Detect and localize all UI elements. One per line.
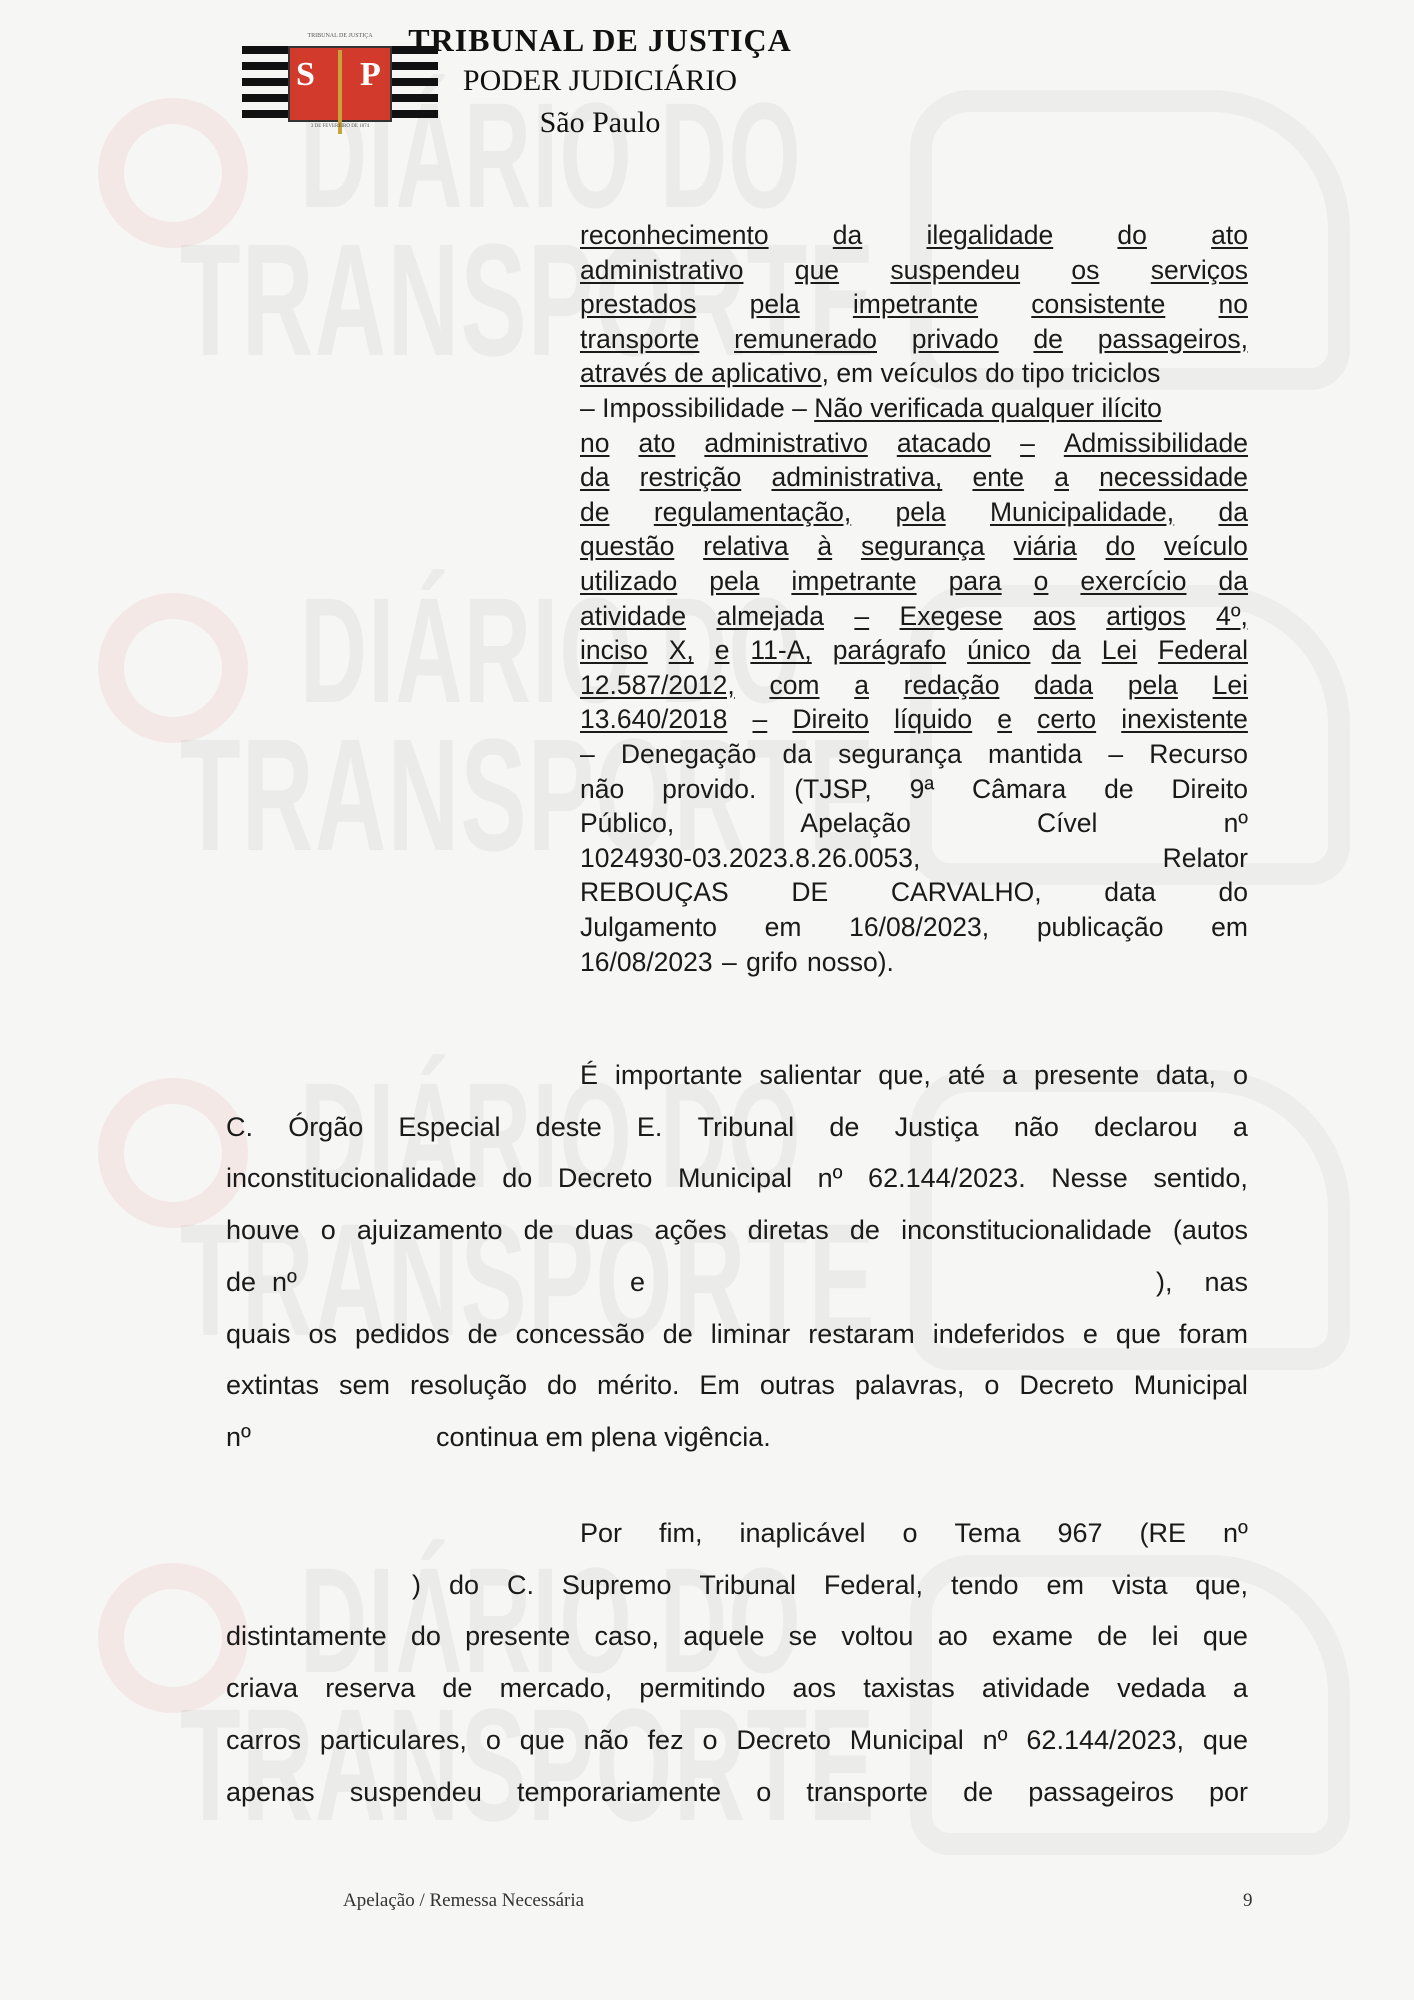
word: lei — [1151, 1621, 1179, 1652]
word: pedidos — [355, 1318, 450, 1349]
text-line — [226, 1777, 1248, 1813]
word: nº — [817, 1163, 843, 1194]
text-line — [580, 1060, 1248, 1096]
word: com — [769, 669, 820, 700]
word: – — [854, 600, 870, 631]
word: que, — [878, 1060, 931, 1090]
court-name: TRIBUNAL DE JUSTIÇA — [408, 22, 792, 58]
court-branch: PODER JUDICIÁRIO — [462, 64, 738, 97]
word: por — [1208, 1776, 1248, 1807]
word: extintas — [226, 1370, 320, 1401]
word: reserva — [325, 1673, 416, 1704]
word: segurança — [838, 739, 962, 769]
word: do — [1218, 877, 1248, 908]
word: inconstitucionalidade — [901, 1215, 1152, 1246]
word: 62.144/2023. — [868, 1163, 1026, 1194]
word: impetrante — [791, 566, 917, 596]
word: de — [442, 1673, 473, 1704]
word: 9ª — [909, 773, 935, 804]
word: da — [832, 220, 863, 250]
word: Justiça — [894, 1111, 979, 1142]
word: o — [485, 1724, 501, 1755]
word: 4º, — [1216, 600, 1248, 631]
quote-line — [580, 391, 1248, 425]
word: ) — [412, 1569, 421, 1600]
word: Municipal — [849, 1724, 964, 1755]
word: Municipal — [1133, 1370, 1248, 1401]
word: (autos — [1172, 1215, 1248, 1246]
word: quais — [226, 1318, 291, 1349]
word: foram — [1178, 1318, 1248, 1349]
word: a — [1002, 1060, 1018, 1090]
word: REBOUÇAS — [580, 877, 729, 908]
word: Direito — [1171, 773, 1248, 804]
word: único — [967, 635, 1031, 666]
word: o — [1033, 566, 1049, 596]
seal-motto-top: TRIBUNAL DE JUSTIÇA — [307, 33, 373, 39]
word: que — [1115, 1318, 1161, 1349]
word: do — [1117, 220, 1147, 250]
word: impetrante — [852, 289, 979, 320]
word: em — [1046, 1569, 1084, 1600]
quote-line — [580, 356, 1248, 390]
word: E. — [636, 1111, 663, 1142]
text-line — [226, 1112, 1248, 1148]
word: inaplicável — [739, 1518, 866, 1548]
word: redação — [903, 669, 1000, 700]
word: Por — [580, 1518, 623, 1548]
quote-line — [580, 633, 1248, 667]
quote-fragment: através de aplicativo — [580, 358, 822, 389]
word: que — [1202, 1724, 1248, 1755]
word: X, — [668, 635, 694, 666]
word: a — [854, 669, 869, 700]
word: distintamente — [226, 1621, 387, 1652]
word: de — [829, 1111, 860, 1142]
word: Decreto — [736, 1724, 831, 1755]
word: o — [1232, 1060, 1248, 1090]
word: reconhecimento — [580, 220, 769, 250]
word: temporariamente — [516, 1776, 722, 1807]
text-fragment: e — [630, 1266, 646, 1297]
word: serviços — [1150, 254, 1248, 285]
word: particulares, — [319, 1724, 467, 1755]
word: os — [1071, 254, 1100, 285]
text-line — [412, 1570, 1248, 1606]
word: até — [947, 1060, 986, 1090]
word: criava — [226, 1673, 299, 1704]
word: mantida — [988, 739, 1083, 769]
word: Nesse — [1051, 1163, 1128, 1194]
quote-fragment: Não verificada qualquer ilícito — [814, 393, 1162, 423]
word: que — [794, 254, 840, 285]
word: de — [580, 496, 610, 527]
quote-fragment: , em veículos do tipo triciclos — [821, 358, 1161, 389]
word: regulamentação, — [653, 496, 852, 527]
word: Recurso — [1149, 739, 1248, 769]
word: Denegação — [620, 739, 757, 769]
word: da — [782, 739, 813, 769]
word: salientar — [759, 1060, 862, 1090]
word: Municipal — [677, 1163, 793, 1194]
word: aos — [1033, 600, 1076, 631]
word: taxistas — [863, 1673, 955, 1704]
word: 16/08/2023, — [849, 912, 990, 942]
word: não — [1013, 1111, 1059, 1142]
quote-line — [580, 875, 1248, 909]
word: Julgamento — [580, 912, 718, 942]
word: transporte — [806, 1776, 928, 1807]
word: do — [502, 1163, 533, 1194]
word: o — [756, 1776, 772, 1807]
quote-line — [580, 599, 1248, 633]
word: mercado, — [499, 1673, 613, 1704]
word: nº — [1223, 808, 1248, 839]
quote-line — [580, 806, 1248, 840]
word: inciso — [580, 635, 648, 666]
word: suspendeu — [349, 1776, 482, 1807]
word: privado — [911, 323, 999, 354]
quote-line — [580, 702, 1248, 736]
word: CARVALHO, — [890, 877, 1042, 908]
word: DE — [791, 877, 829, 908]
text-fragment: de — [226, 1266, 257, 1297]
word: de — [849, 1215, 880, 1246]
word: a — [1232, 1673, 1248, 1704]
quote-line — [580, 772, 1248, 806]
word: – — [580, 739, 595, 769]
word: no — [580, 427, 610, 458]
word: almejada — [716, 600, 825, 631]
word: indeferidos — [932, 1318, 1065, 1349]
word: de — [662, 1318, 693, 1349]
word: de — [1104, 773, 1134, 804]
word: resolução — [409, 1370, 528, 1401]
word: concessão — [515, 1318, 645, 1349]
word: aquele — [683, 1621, 765, 1652]
word: certo — [1037, 704, 1097, 735]
word: Câmara — [971, 773, 1067, 804]
word: relativa — [703, 531, 789, 562]
word: C. — [506, 1569, 534, 1600]
quote-line — [580, 737, 1248, 771]
word: o — [320, 1215, 336, 1246]
word: pela — [709, 566, 760, 596]
text-line — [226, 1621, 1248, 1657]
text-fragment: continua em plena vigência. — [436, 1421, 771, 1452]
word: de — [467, 1318, 498, 1349]
quote-line — [580, 322, 1248, 356]
word: em — [1211, 912, 1248, 942]
word: sentido, — [1153, 1163, 1248, 1194]
word: e — [714, 635, 730, 666]
quote-line — [580, 426, 1248, 460]
word: da — [1051, 635, 1081, 666]
word: 1024930-03.2023.8.26.0053, — [580, 842, 921, 873]
word: houve — [226, 1215, 300, 1246]
word: ato — [1211, 220, 1248, 250]
word: 13.640/2018 — [580, 704, 728, 735]
word: 967 — [1057, 1518, 1103, 1548]
word: Supremo — [561, 1569, 672, 1600]
word: C. — [226, 1111, 253, 1142]
word: Órgão — [288, 1111, 364, 1142]
word: Exegese — [899, 600, 1003, 631]
word: questão — [580, 531, 675, 562]
word: liminar — [710, 1318, 791, 1349]
word: segurança — [860, 531, 985, 562]
word: remunerado — [734, 323, 877, 354]
word: que, — [1195, 1569, 1248, 1600]
word: artigos — [1106, 600, 1186, 631]
quote-line — [580, 253, 1248, 287]
word: parágrafo — [832, 635, 947, 666]
quote-line — [580, 841, 1248, 875]
word: veículo — [1163, 531, 1248, 562]
word: transporte — [580, 323, 700, 354]
word: caso, — [594, 1621, 660, 1652]
word: administrativo — [704, 427, 868, 458]
word: suspendeu — [890, 254, 1021, 285]
word: da — [1218, 496, 1248, 527]
word: a — [1054, 462, 1069, 493]
word: se — [788, 1621, 818, 1652]
word: necessidade — [1099, 462, 1248, 493]
word: Municipalidade, — [989, 496, 1175, 527]
word: utilizado — [580, 566, 678, 596]
word: ao — [937, 1621, 968, 1652]
footer-label: Apelação / Remessa Necessária — [343, 1890, 585, 1911]
word: passageiros, — [1097, 323, 1248, 354]
text-fragment: nas — [1204, 1266, 1248, 1297]
quote-line — [580, 564, 1248, 598]
word: declarou — [1094, 1111, 1198, 1142]
word: apenas — [226, 1776, 315, 1807]
word: líquido — [894, 704, 973, 735]
word: sem — [339, 1370, 391, 1401]
word: publicação — [1036, 912, 1164, 942]
word: o — [984, 1370, 1000, 1401]
word: exercício — [1080, 566, 1187, 596]
quote-line — [580, 460, 1248, 494]
word: do — [410, 1621, 441, 1652]
word: do — [1105, 531, 1136, 562]
word: diretas — [747, 1215, 829, 1246]
word: em — [764, 912, 802, 942]
word: prestados — [580, 289, 697, 320]
word: carros — [226, 1724, 302, 1755]
word: administrativa, — [771, 462, 943, 493]
word: de — [963, 1776, 994, 1807]
word: Lei — [1101, 635, 1138, 666]
word: pela — [895, 496, 946, 527]
quote-line: 16/08/2023 – grifo nosso). — [580, 946, 894, 977]
word: do — [546, 1370, 578, 1401]
text-line — [226, 1267, 1248, 1303]
word: não — [580, 773, 625, 804]
word: à — [817, 531, 833, 562]
word: não — [583, 1724, 629, 1755]
text-line — [580, 1518, 1248, 1554]
word: passageiros — [1028, 1776, 1174, 1807]
quote-line — [580, 218, 1248, 252]
word: o — [902, 1518, 918, 1548]
word: Decreto — [557, 1163, 653, 1194]
word: data — [1104, 877, 1156, 908]
word: que — [519, 1724, 565, 1755]
word: Tribunal — [699, 1569, 796, 1600]
word: ilegalidade — [926, 220, 1054, 250]
word: dada — [1034, 669, 1094, 700]
word: atividade — [981, 1673, 1091, 1704]
word: que — [1202, 1621, 1248, 1652]
quote-line — [580, 910, 1248, 944]
word: Cível — [1037, 808, 1098, 839]
word: aos — [792, 1673, 837, 1704]
word: Em — [699, 1370, 740, 1401]
word: voltou — [841, 1621, 914, 1652]
word: duas — [574, 1215, 634, 1246]
text-line — [226, 1673, 1248, 1709]
word: o — [702, 1724, 718, 1755]
quote-line — [580, 495, 1248, 529]
word: a — [1232, 1111, 1248, 1142]
word: nº — [1223, 1518, 1248, 1548]
word: ajuizamento — [356, 1215, 503, 1246]
page-number: 9 — [1243, 1890, 1253, 1911]
word: restrição — [639, 462, 742, 493]
text-fragment: nº — [226, 1421, 251, 1452]
word: inconstitucionalidade — [226, 1163, 477, 1194]
word: Relator — [1162, 842, 1248, 873]
word: viária — [1013, 531, 1077, 562]
word: 62.144/2023, — [1026, 1724, 1185, 1755]
word: de — [523, 1215, 554, 1246]
word: ente — [972, 462, 1025, 493]
word: nº — [982, 1724, 1008, 1755]
word: palavras, — [854, 1370, 965, 1401]
word: (RE — [1139, 1518, 1187, 1548]
word: Federal — [1158, 635, 1248, 666]
word: ato — [638, 427, 676, 458]
quote-line — [580, 529, 1248, 563]
text-line — [226, 1370, 1248, 1406]
word: Especial — [398, 1111, 501, 1142]
word: atacado — [896, 427, 992, 458]
word: pela — [1127, 669, 1178, 700]
word: (TJSP, — [794, 773, 872, 804]
word: outras — [759, 1370, 835, 1401]
text-line — [226, 1725, 1248, 1761]
word: – — [1108, 739, 1124, 769]
quote-fragment: – Impossibilidade – — [580, 393, 815, 423]
word: e — [1082, 1318, 1098, 1349]
word: da — [580, 462, 610, 493]
word: Tema — [954, 1518, 1021, 1548]
word: de — [1033, 323, 1063, 354]
word: – — [752, 704, 768, 735]
word: Admissibilidade — [1063, 427, 1248, 458]
word: ações — [654, 1215, 727, 1246]
word: mérito. — [596, 1370, 680, 1401]
text-fragment: nº — [272, 1266, 297, 1297]
word: fez — [647, 1724, 684, 1755]
word: É — [580, 1060, 599, 1090]
seal-letter-right: P — [360, 56, 381, 93]
word: Decreto — [1019, 1370, 1114, 1401]
word: – — [1020, 427, 1035, 458]
word: e — [997, 704, 1013, 735]
word: Direito — [792, 704, 869, 735]
word: vedada — [1117, 1673, 1206, 1704]
word: tendo — [950, 1569, 1019, 1600]
text-line — [226, 1215, 1248, 1251]
text-line — [226, 1319, 1248, 1355]
text-line — [226, 1163, 1248, 1199]
word: administrativo — [580, 254, 744, 285]
word: data, — [1156, 1060, 1217, 1090]
seal-motto-bottom: 3 DE FEVEREIRO DE 1874 — [310, 124, 370, 129]
word: restaram — [808, 1318, 915, 1349]
text-line — [226, 1422, 1248, 1458]
quote-line — [580, 287, 1248, 321]
quote-line — [580, 668, 1248, 702]
word: 11-A, — [750, 635, 812, 666]
word: para — [948, 566, 1002, 596]
word: do — [448, 1569, 479, 1600]
word: presente — [465, 1621, 571, 1652]
word: consistente — [1031, 289, 1166, 320]
word: permitindo — [639, 1673, 766, 1704]
seal-letter-left: S — [296, 56, 315, 93]
word: Tribunal — [697, 1111, 795, 1142]
word: vista — [1111, 1569, 1168, 1600]
word: da — [1218, 566, 1248, 596]
word: Federal, — [823, 1569, 923, 1600]
word: pela — [749, 289, 800, 320]
word: provido. — [662, 773, 757, 804]
word: 12.587/2012, — [580, 669, 735, 700]
word: importante — [614, 1060, 743, 1090]
word: exame — [992, 1621, 1074, 1652]
court-city: São Paulo — [539, 106, 661, 139]
word: Público, — [580, 808, 675, 839]
text-fragment: ), — [1156, 1266, 1173, 1297]
word: os — [308, 1318, 338, 1349]
word: atividade — [580, 600, 687, 631]
word: inexistente — [1121, 704, 1248, 735]
word: fim, — [659, 1518, 703, 1548]
word: de — [1097, 1621, 1128, 1652]
word: Lei — [1212, 669, 1248, 700]
word: presente — [1034, 1060, 1140, 1090]
word: no — [1218, 289, 1248, 320]
word: Apelação — [800, 808, 911, 839]
word: deste — [535, 1111, 602, 1142]
